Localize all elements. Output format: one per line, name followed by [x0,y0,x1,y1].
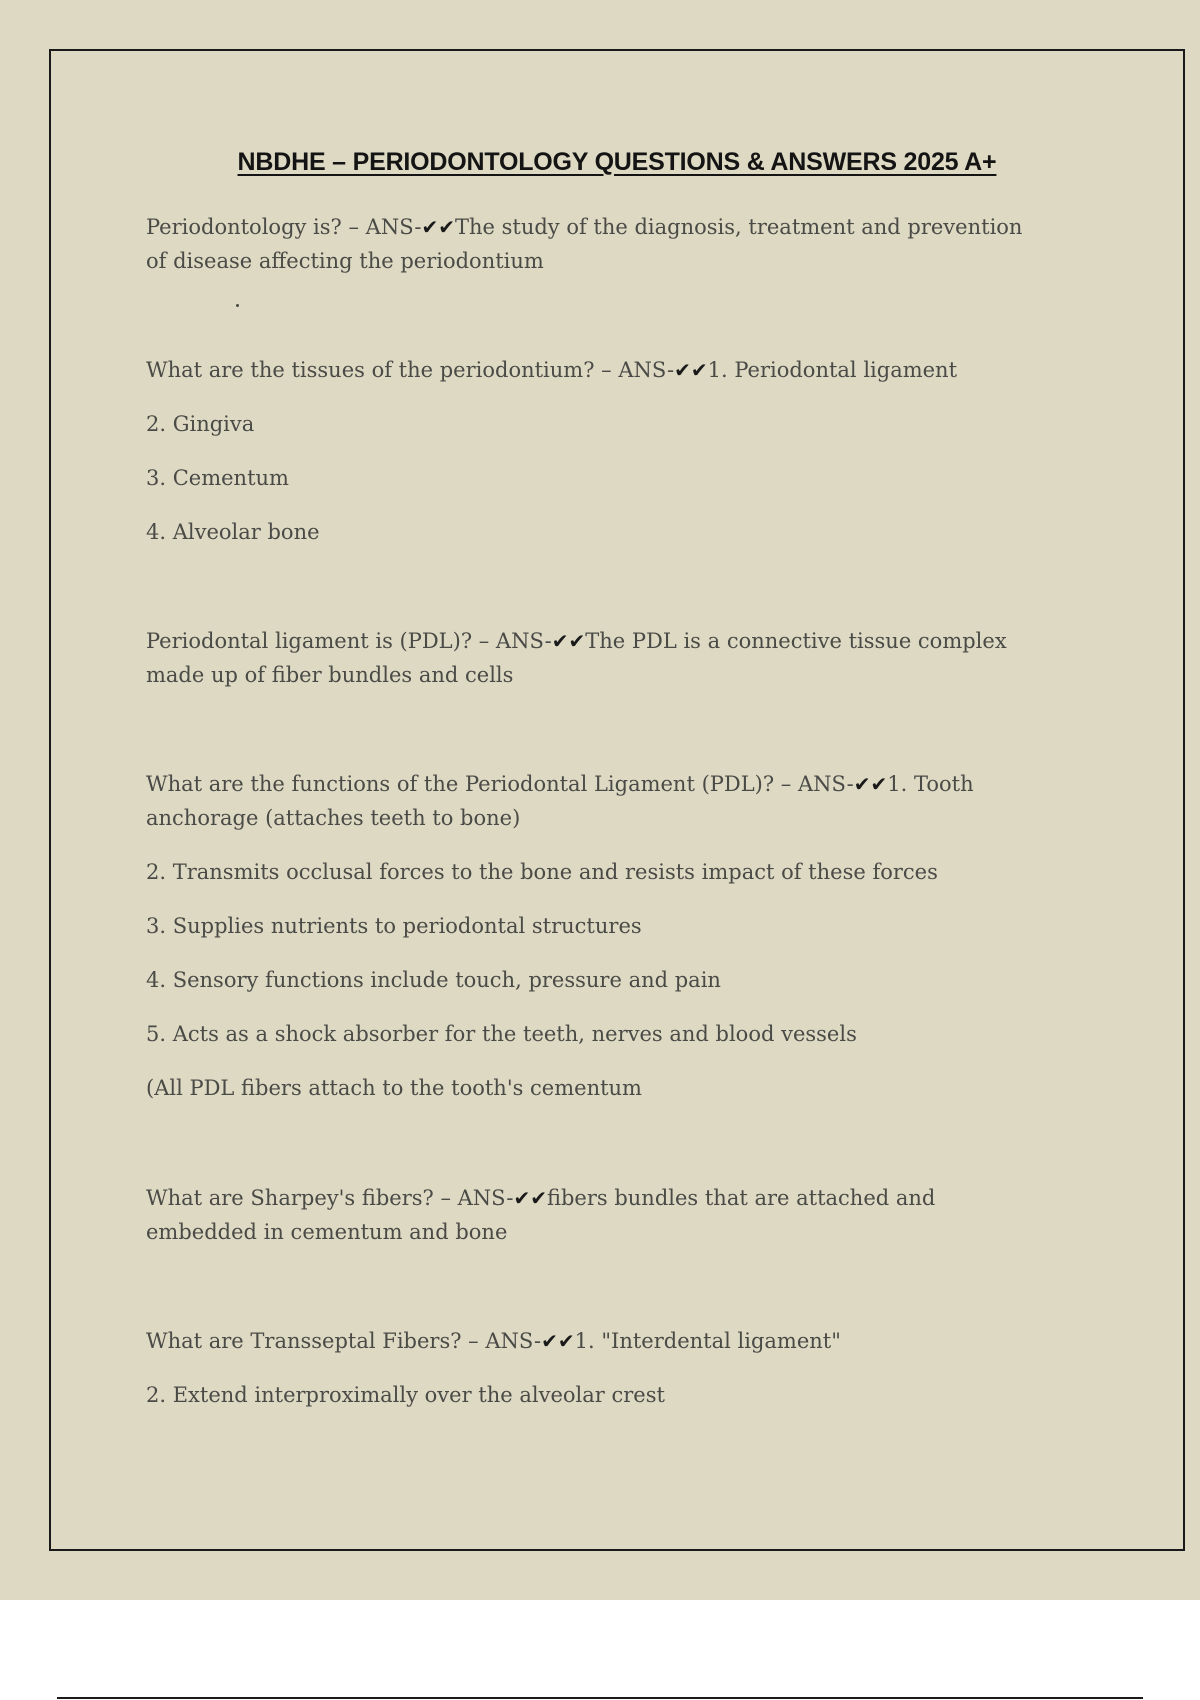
answer-text: 2. Gingiva [146,412,255,436]
footer-rule [57,1697,1143,1699]
answer-text: 1. Tooth [887,772,974,796]
double-check-icon: ✔✔ [674,358,708,382]
answer-line [146,515,320,549]
answer-text: anchorage (attaches teeth to bone) [146,806,521,830]
answer-line [146,801,520,835]
answer-text: fibers bundles that are attached and [546,1186,936,1210]
answer-text: 3. Cementum [146,466,289,490]
answer-line [146,855,938,889]
answer-line [146,210,1022,244]
double-check-icon: ✔✔ [853,772,888,796]
question-text: What are the functions of the Periodontal Ligament (PDL)? – ANS- [146,772,854,796]
question-text: Periodontal ligament is (PDL)? – ANS- [146,629,552,653]
answer-line [146,909,642,943]
question-text: What are Sharpey's fibers? – ANS- [146,1186,514,1210]
question-text: What are the tissues of the periodontium? – ANS- [146,358,675,382]
answer-line [146,461,289,495]
double-check-icon: ✔✔ [421,215,455,239]
answer-line [146,244,544,278]
answer-text: The study of the diagnosis, treatment and prevention [454,215,1023,239]
answer-text: 2. Transmits occlusal forces to the bone and resists impact of these forces [146,860,938,884]
answer-line [146,1017,857,1051]
answer-text: 2. Extend interproximally over the alveolar crest [146,1383,665,1407]
answer-text: (All PDL fibers attach to the tooth's cementum [146,1076,642,1100]
double-check-icon: ✔✔ [513,1186,547,1210]
answer-text: 5. Acts as a shock absorber for the teeth, nerves and blood vessels [146,1022,857,1046]
double-check-icon: ✔✔ [541,1329,575,1353]
answer-line [146,407,254,441]
document-title: NBDHE – PERIODONTOLOGY QUESTIONS & ANSWERS 2025 A+ [237,148,997,176]
answer-line [146,658,513,692]
answer-line [146,1378,665,1412]
answer-text: The PDL is a connective tissue complex [585,629,1007,653]
question-text: Periodontology is? – ANS- [146,215,422,239]
answer-text: 4. Sensory functions include touch, pressure and pain [146,968,721,992]
answer-text: made up of fiber bundles and cells [146,663,514,687]
answer-line [146,1215,507,1249]
answer-line [146,1324,841,1358]
answer-line [146,1071,642,1105]
answer-text: 4. Alveolar bone [146,520,320,544]
stray-dot [236,304,239,307]
answer-text: of disease affecting the periodontium [146,249,544,273]
answer-text: 1. "Interdental ligament" [574,1329,841,1353]
answer-text: embedded in cementum and bone [146,1220,508,1244]
answer-text: 1. Periodontal ligament [707,358,958,382]
answer-line [146,1181,935,1215]
answer-line [146,963,721,997]
answer-line [146,624,1007,658]
question-text: What are Transseptal Fibers? – ANS- [146,1329,542,1353]
answer-line [146,767,974,801]
double-check-icon: ✔✔ [551,629,586,653]
answer-line [146,353,957,387]
answer-text: 3. Supplies nutrients to periodontal structures [146,914,642,938]
